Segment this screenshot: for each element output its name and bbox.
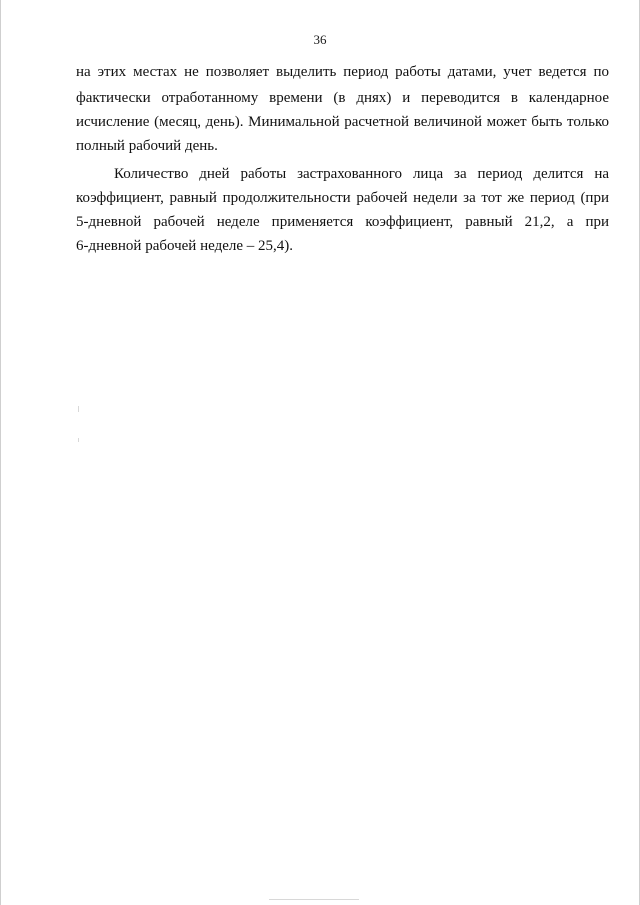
- paragraph-1-line-1: на этих местах не позволяет выделить период работы датами, учет ведется по: [76, 64, 609, 80]
- paragraph-2-line-2: коэффициент, равный продолжительности рабочей недели за тот же период (при: [76, 190, 609, 206]
- paragraph-2-line-1: Количество дней работы застрахованного лица за период делится на: [114, 166, 609, 182]
- paragraph-1-line-4: полный рабочий день.: [76, 138, 218, 154]
- scan-artifact-mark: [78, 438, 79, 442]
- scan-artifact-edge: [269, 899, 359, 900]
- paragraph-2-line-4: 6-дневной рабочей неделе – 25,4).: [76, 238, 293, 254]
- scan-artifact-mark: [78, 406, 79, 412]
- page-number: 36: [313, 32, 327, 47]
- paragraph-1-line-2: фактически отработанному времени (в днях) и переводится в календарное: [76, 90, 609, 106]
- paragraph-2-line-3: 5-дневной рабочей неделе применяется коэффициент, равный 21,2, а при: [76, 214, 609, 230]
- paragraph-1-line-3: исчисление (месяц, день). Минимальной расчетной величиной может быть только: [76, 114, 609, 130]
